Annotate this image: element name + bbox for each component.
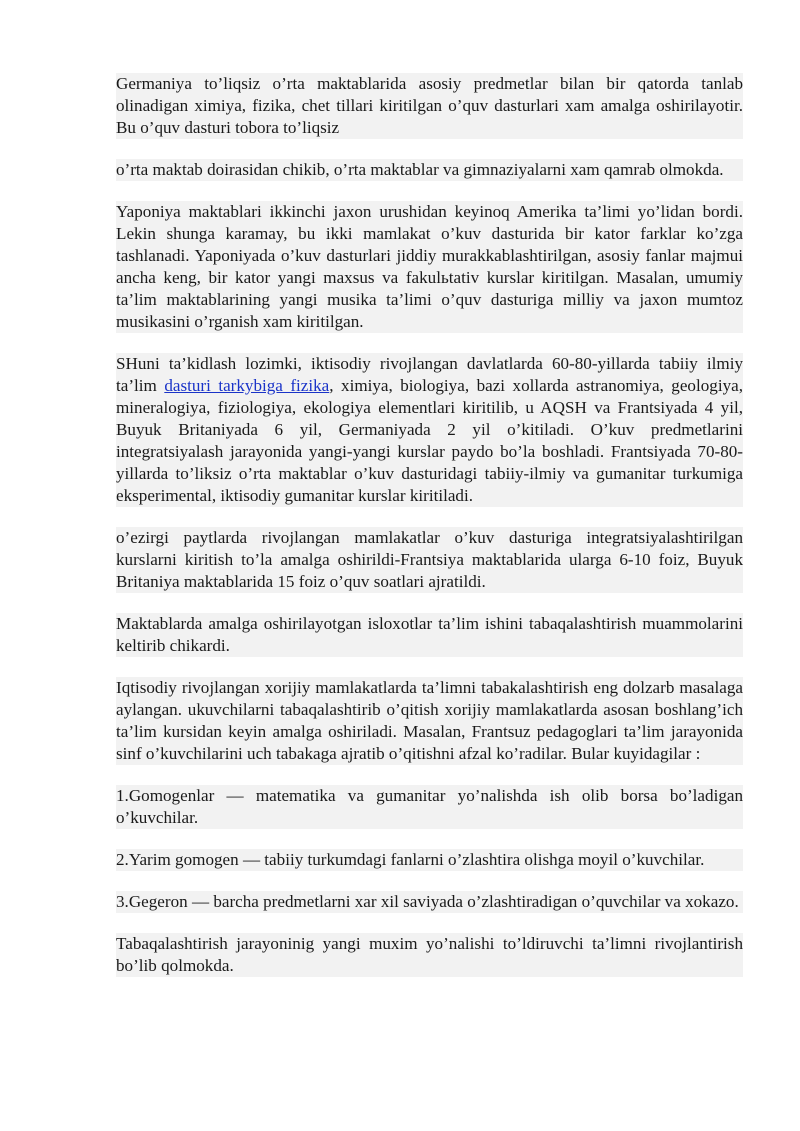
list-item: 1.Gomogenlar — matematika va gumanitar yo’nalishda ish olib borsa bo’ladigan o’kuvchilar. [116, 786, 743, 827]
paragraph-germany: Germaniya to’liqsiz o’rta maktablarida asosiy predmetlar bilan bir qatorda tanlab olinadigan ximiya, fizika, chet tillari kiritilgan o’quv dasturlari xam amalga oshirilayotir. Bu o’quv dasturi tobora to’liqsiz [116, 74, 743, 137]
paragraph-differentiation: Iqtisodiy rivojlangan xorijiy mamlakatlarda ta’limni tabakalashtirish eng dolzarb masalaga aylangan. ukuvchilarni tabaqalashtirib o’qitish xorijiy mamlakatlarda asosan boshlang’ich ta’lim kursidan keyin amalga oshiriladi. Masalan, Frantsuz pedagoglari ta’lim jarayonida sinf o’kuvchilarini uch tabakaga ajratib o’qitishni afzal ko’radilar. Bular kuyidagilar : [116, 678, 743, 763]
paragraph-text: , ximiya, biologiya, bazi xollarda astranomiya, geologiya, mineralogiya, fiziologiya, ekologiya elementlari kiritilib, u AQSH va Frantsiyada 4 yil, Buyuk Britaniyada 6 yil, Germaniyada 2 yil o’kitiladi. O’kuv predmetlarini integratsiyalash jarayonida yangi-yangi kurslar paydo bo’la boshladi. Frantsiyada 70-80-yillarda to’liksiz o’rta maktablar o’kuv dasturidagi tabiiy-ilmiy va gumanitar turkumiga eksperimental, iktisodiy gumanitar kurslar kiritiladi. [116, 376, 743, 505]
list-item: 3.Gegeron — barcha predmetlarni xar xil saviyada o’zlashtiradigan o’quvchilar va xokazo. [116, 891, 743, 913]
paragraph-reforms: Maktablarda amalga oshirilayotgan isloxotlar ta’lim ishini tabaqalashtirish muammolarini keltirib chikardi. [116, 614, 743, 655]
paragraph-conclusion: Tabaqalashtirish jarayoninig yangi muxim yo’nalishi to’ldiruvchi ta’limni rivojlantirish bo’lib qolmokda. [116, 934, 743, 975]
paragraph-text: SHuni ta’kidlash lozimki, iktisodiy rivojlangan davlatlarda 60-80-yillarda tabiiy ilmiy ta’lim [116, 354, 743, 395]
inline-link[interactable]: dasturi tarkybiga fizika [164, 376, 330, 395]
paragraph-natural-sciences [116, 353, 743, 507]
paragraph-japan: Yaponiya maktablari ikkinchi jaxon urushidan keyinoq Amerika ta’limi yo’lidan bordi. Lekin shunga karamay, bu ikki mamlakat o’kuv dasturida bir kator farklar ko’zga tashlanadi. Yaponiyada o’kuv dasturlari jiddiy murakkablashtirilgan, asosiy fanlar majmui ancha keng, bir kator yangi maxsus va fakulьtativ kurslar kiritilgan. Masalan, umumiy ta’lim maktablarining yangi musika ta’limi o’quv dasturiga milliy va jaxon mumtoz musikasini o’rganish xam kiritilgan. [116, 202, 743, 331]
paragraph-integration: o’ezirgi paytlarda rivojlangan mamlakatlar o’kuv dasturiga integratsiyalashtirilgan kurslarni kiritish to’la amalga oshirildi-Frantsiya maktablarida ularga 6-10 foiz, Buyuk Britaniya maktablarida 15 foiz o’quv soatlari ajratildi. [116, 528, 743, 591]
list-item: 2.Yarim gomogen — tabiiy turkumdagi fanlarni o’zlashtira olishga moyil o’kuvchilar. [116, 849, 743, 871]
paragraph-continuation: o’rta maktab doirasidan chikib, o’rta maktablar va gimnaziyalarni xam qamrab olmokda. [116, 159, 743, 181]
document-page [116, 73, 743, 997]
